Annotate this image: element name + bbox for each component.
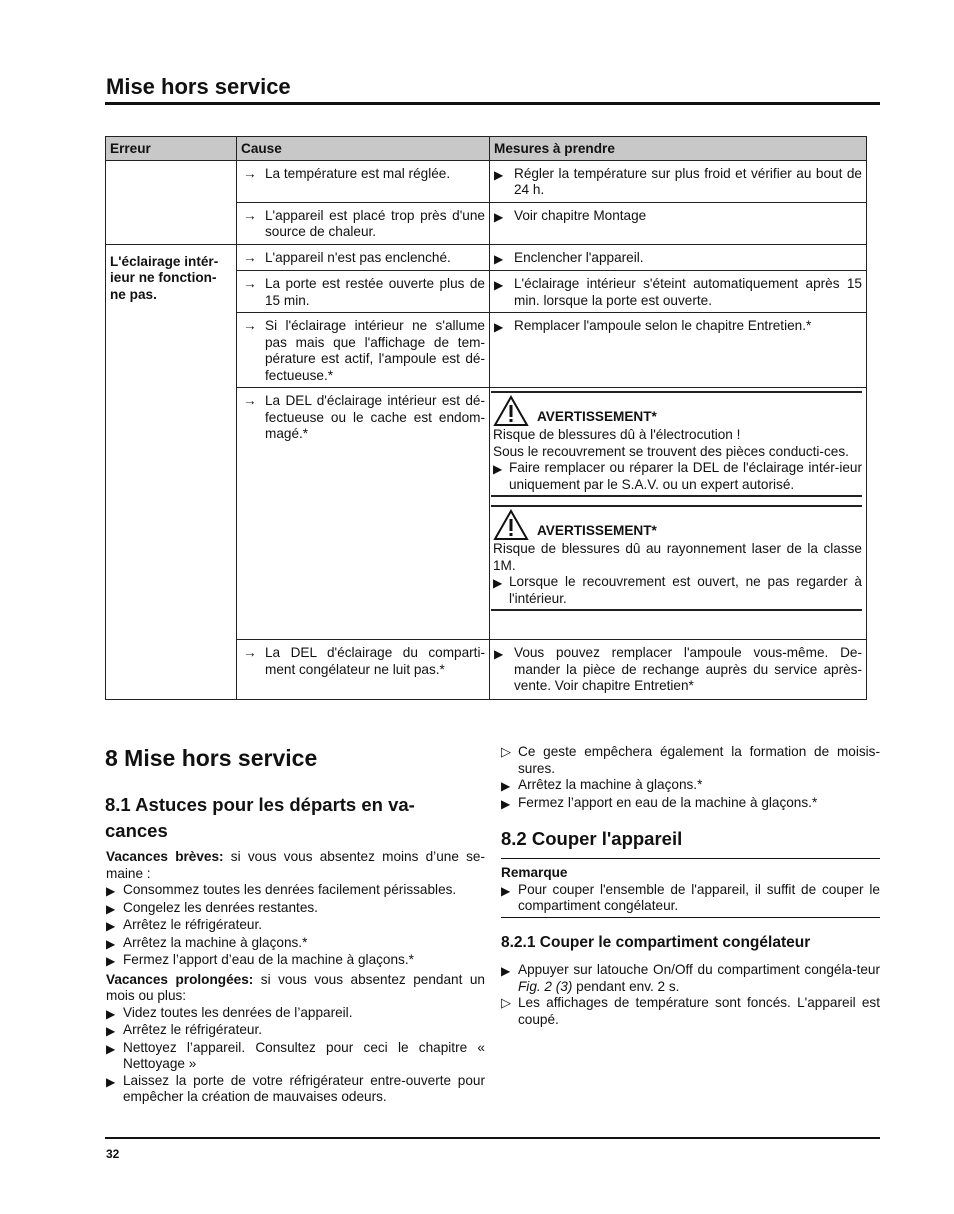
header-measures: Mesures à prendre (490, 137, 867, 161)
page-header-title: Mise hors service (106, 74, 291, 99)
list-item (501, 777, 880, 795)
list-item (106, 1040, 485, 1073)
triangle-right-icon: ▶ (106, 1006, 116, 1021)
measure-text: Voir chapitre Montage (514, 207, 647, 223)
measure-text: L'éclairage intérieur s'éteint automatiquement après 15 min. lorsque la porte est ouverte. (514, 276, 862, 308)
list-item (501, 962, 880, 995)
short-vacation-text: si vous vous absentez moins d’une se-maine : (106, 849, 485, 881)
list-item-text: Arrêtez le réfrigérateur. (123, 1022, 263, 1037)
triangle-right-icon: ▶ (501, 964, 511, 978)
short-vacation-intro (106, 849, 485, 882)
arrow-icon: → (243, 207, 257, 223)
footer-divider (105, 1137, 880, 1139)
arrow-icon: → (243, 393, 257, 408)
list-item-text: Congelez les denrées restantes. (123, 899, 318, 915)
arrow-icon: → (243, 318, 257, 333)
measure-cell-warnings (490, 388, 867, 640)
figure-reference: Fig. 2 (3) (518, 978, 573, 994)
note-rule-bottom (501, 917, 880, 918)
measure-cell (490, 244, 867, 271)
troubleshooting-table (105, 136, 867, 700)
cause-cell (237, 313, 490, 388)
error-cell (106, 244, 237, 700)
error-cell-empty (106, 160, 237, 244)
warning-box (491, 505, 862, 611)
measure-cell (490, 313, 867, 388)
list-item (106, 917, 485, 935)
list-item-text: Laissez la porte de votre réfrigérateur entre-ouverte pour empêcher la création de mauvaises odeurs. (123, 1072, 485, 1104)
list-item (501, 882, 880, 915)
result-triangle-icon: ▷ (501, 995, 511, 1010)
list-item-text: Videz toutes les denrées de l’appareil. (123, 1004, 353, 1020)
triangle-right-icon: ▶ (106, 1074, 116, 1089)
vacation-column (106, 849, 485, 1106)
table-row (106, 160, 867, 202)
note-text: Pour couper l'ensemble de l'appareil, il suffit de couper le compartiment congélateur. (518, 881, 880, 913)
table-header-row (106, 137, 867, 161)
step-text-part: pendant env. 2 s. (572, 978, 680, 994)
measure-text: Remplacer l'ampoule selon le chapitre Entretien.* (514, 318, 812, 333)
warning-title: AVERTISSEMENT* (537, 408, 657, 424)
list-item-text: Consommez toutes les denrées facilement périssables. (123, 882, 457, 897)
triangle-right-icon: ▶ (494, 209, 504, 224)
warning-triangle-icon (493, 509, 529, 541)
page-number: 32 (106, 1147, 120, 1161)
list-item (106, 900, 485, 918)
cause-text: Si l'éclairage intérieur ne s'allume pas mais que l'affichage de tem-pérature est actif, l'ampoule est dé-fectueuse.* (265, 318, 485, 383)
long-vacation-label: Vacances prolongées: (106, 971, 254, 987)
vacation-continued-column (501, 744, 880, 812)
list-item-text: Arrêtez la machine à glaçons.* (123, 934, 308, 950)
measure-text: Enclencher l'appareil. (514, 249, 644, 265)
list-item-text: Nettoyez l’appareil. Consultez pour ceci le chapitre « Nettoyage » (123, 1039, 485, 1071)
measure-text: Régler la température sur plus froid et vérifier au bout de 24 h. (514, 165, 862, 197)
arrow-icon: → (243, 645, 257, 660)
cause-text: La DEL d'éclairage du comparti-ment congélateur ne luit pas.* (265, 645, 485, 677)
result-triangle-icon: ▷ (501, 744, 511, 759)
step-text (518, 962, 880, 995)
list-item (106, 1022, 485, 1040)
list-item-text: Arrêtez le réfrigérateur. (123, 917, 263, 932)
header-error: Erreur (106, 137, 237, 161)
triangle-right-icon: ▶ (501, 779, 511, 793)
measure-cell (490, 271, 867, 313)
table-row (106, 244, 867, 271)
triangle-right-icon: ▶ (494, 167, 504, 182)
triangle-right-icon: ▶ (106, 954, 116, 968)
triangle-right-icon: ▶ (106, 1024, 116, 1038)
result-item (501, 995, 880, 1028)
triangle-right-icon: ▶ (493, 576, 503, 590)
list-item (106, 1005, 485, 1023)
cause-cell (237, 640, 490, 700)
list-item-text: Arrêtez la machine à glaçons.* (518, 777, 703, 792)
list-item (106, 1073, 485, 1106)
cause-cell (237, 388, 490, 640)
step-text-part: Appuyer sur latouche On/Off du compartiment congéla-teur (518, 962, 880, 977)
freezer-steps (501, 962, 880, 1028)
measure-cell (490, 160, 867, 202)
warning-title: AVERTISSEMENT* (537, 522, 657, 538)
header-divider (105, 102, 880, 105)
triangle-right-icon: ▶ (494, 320, 504, 334)
triangle-right-icon: ▶ (501, 796, 511, 811)
list-item-text: Fermez l’apport en eau de la machine à glaçons.* (518, 794, 818, 810)
triangle-right-icon: ▶ (501, 883, 511, 898)
cause-cell (237, 271, 490, 313)
arrow-icon: → (243, 249, 257, 265)
cause-text: L'appareil est placé trop près d'une source de chaleur. (265, 207, 485, 239)
result-text: Les affichages de température sont foncés. L'appareil est coupé. (518, 995, 880, 1027)
triangle-right-icon: ▶ (493, 462, 503, 476)
measure-text: Vous pouvez remplacer l'ampoule vous-même. De-mander la pièce de rechange auprès du service après-vente. Voir chapitre Entretien* (514, 645, 862, 693)
triangle-right-icon: ▶ (106, 884, 116, 898)
cause-text: La porte est restée ouverte plus de 15 min. (265, 276, 485, 308)
list-item (106, 882, 485, 900)
list-item (501, 795, 880, 813)
cause-text: La température est mal réglée. (265, 165, 451, 181)
triangle-right-icon: ▶ (106, 936, 116, 951)
list-item (106, 952, 485, 970)
short-vacation-label: Vacances brèves: (106, 849, 224, 864)
measure-cell (490, 640, 867, 700)
result-item (501, 744, 880, 777)
warning-line: Risque de blessures dû à l'électrocution ! (493, 427, 741, 442)
triangle-right-icon: ▶ (106, 901, 116, 916)
triangle-right-icon: ▶ (494, 647, 504, 661)
cause-cell (237, 202, 490, 244)
warning-triangle-icon (493, 395, 529, 427)
note-label: Remarque (501, 865, 568, 880)
cause-text: La DEL d'éclairage intérieur est dé-fectueuse ou le cache est endom-magé.* (265, 393, 485, 441)
warning-line: Risque de blessures dû au rayonnement laser de la classe 1M. (493, 541, 862, 573)
cause-cell (237, 160, 490, 202)
long-vacation-intro (106, 972, 485, 1005)
measure-cell (490, 202, 867, 244)
cause-text: L'appareil n'est pas enclenché. (265, 249, 451, 265)
subsection-title-switch-off: 8.2 Couper l'appareil (501, 828, 683, 849)
list-item (106, 935, 485, 953)
header-cause: Cause (237, 137, 490, 161)
triangle-right-icon: ▶ (106, 1041, 116, 1056)
triangle-right-icon: ▶ (494, 278, 504, 292)
long-vacation-text: si vous vous absentez pendant un mois ou plus: (106, 971, 485, 1003)
note-block (501, 865, 880, 915)
note-rule-top (501, 858, 880, 859)
triangle-right-icon: ▶ (106, 919, 116, 933)
error-text: L'éclairage intér-ieur ne fonction-ne pas. (110, 253, 219, 302)
warning-box (491, 391, 862, 497)
subsection-title-freezer: 8.2.1 Couper le compartiment congélateur (501, 934, 811, 951)
warning-bullet-text: Faire remplacer ou réparer la DEL de l'éclairage intér-ieur uniquement par le S.A.V. ou un expert autorisé. (509, 460, 862, 492)
warning-bullet-text: Lorsque le recouvrement est ouvert, ne pas regarder à l'intérieur. (509, 574, 862, 606)
arrow-icon: → (243, 165, 257, 181)
cause-cell (237, 244, 490, 271)
arrow-icon: → (243, 276, 257, 291)
result-text: Ce geste empêchera également la formation de moisis-sures. (518, 744, 880, 776)
warning-line: Sous le recouvrement se trouvent des pièces conducti-ces. (493, 443, 849, 459)
section-title: 8 Mise hors service (105, 745, 318, 771)
subsection-title-vacation: 8.1 Astuces pour les départs en va-cances (105, 794, 415, 841)
list-item-text: Fermez l’apport d’eau de la machine à glaçons.* (123, 952, 414, 967)
triangle-right-icon: ▶ (494, 251, 504, 266)
